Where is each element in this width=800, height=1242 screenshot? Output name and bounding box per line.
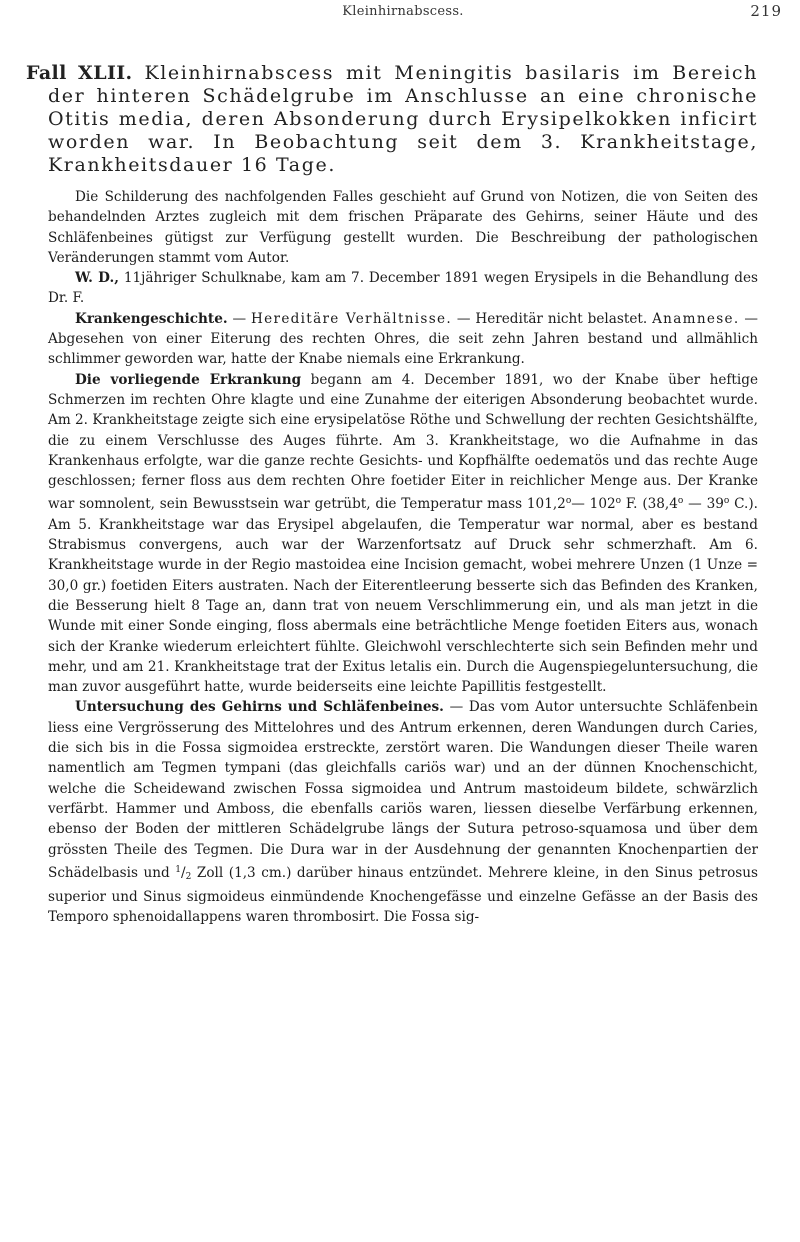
degree-sign: o bbox=[565, 496, 572, 507]
current-illness-paragraph bbox=[48, 370, 758, 698]
current-illness-text-1: begann am 4. December 1891, wo der Knabe über heftige Schmerzen im rechten Ohre klagte und eine Zunahme der eiterigen Absonderung beobachtet wurde. Am 2. Krankheitstage zeigte sich eine erysipelatöse Röthe und Schwellung der rechten Gesichtshälfte, die zu einem Verschlusse des Auges führte. Am 3. Krankheitstage, wo die Aufnahme in das Krankenhaus erfolgte, war die ganze rechte Gesichts- und Kopfhälfte oedematös und das rechte Auge geschlossen; ferner floss aus dem rechten Ohre foetider Eiter in reichlicher Menge aus. Der Kranke war somnolent, sein Bewusstsein war getrübt, die Temperatur mass 101,2 bbox=[48, 371, 758, 513]
history-separator: — bbox=[227, 310, 252, 327]
patient-paragraph bbox=[48, 268, 758, 309]
fraction-numerator: 1 bbox=[175, 864, 182, 875]
examination-heading: Untersuchung des Gehirns und Schläfenbeines. bbox=[75, 699, 444, 716]
body-text bbox=[48, 187, 758, 928]
book-page bbox=[26, 0, 782, 928]
intro-paragraph bbox=[48, 187, 758, 268]
history-heading: Krankengeschichte. bbox=[75, 310, 228, 327]
anamnese-text: — Abgesehen von einer Eiterung des rechten Ohres, die seit zehn Jahren bestand und allmählich schlimmer geworden war, hatte der Knabe niemals eine Erkrankung. bbox=[48, 310, 758, 368]
hereditary-text: — Hereditär nicht belastet. bbox=[451, 310, 653, 327]
running-header bbox=[48, 0, 782, 40]
examination-text-1: — Das vom Autor untersuchte Schläfenbein liess eine Vergrösserung des Mittelohres und des Antrum erkennen, deren Wandungen durch Caries, die sich bis in die Fossa sigmoidea erstreckte, zerstört waren. Die Wandungen dieser Theile waren namentlich am Tegmen tympani (das gleichfalls cariös war) und an der dünnen Knochenschicht, welche die Scheidewand zwischen Fossa sigmoidea und Antrum mastoideum bildete, schwärzlich verfärbt. Hammer und Amboss, die ebenfalls cariös waren, liessen dieselbe Verfärbung erkennen, ebenso der Boden der mittleren Schädelgrube längs der Sutura petroso-squamosa und über dem grössten Theile des Tegmen. Die Dura war in der Ausdehnung der genannten Knochenpartien der Schädelbasis und bbox=[48, 699, 759, 881]
running-title: Kleinhirnabscess. bbox=[342, 4, 464, 19]
current-illness-text-2: — 102 bbox=[571, 496, 616, 513]
fraction-denominator: 2 bbox=[185, 871, 192, 882]
patient-initials: W. D., bbox=[75, 270, 119, 287]
degree-sign: o bbox=[723, 496, 730, 507]
intro-text: Die Schilderung des nachfolgenden Falles geschieht auf Grund von Notizen, die von Seiten des behandelnden Arztes zugleich mit dem frischen Präparate des Gehirns, seiner Häute und des Schläfenbeines gütigst zur Verfügung gestellt wurden. Die Beschreibung der pathologischen Veränderungen stammt vom Autor. bbox=[48, 189, 758, 266]
page-number: 219 bbox=[750, 2, 782, 20]
hereditary-label: Hereditäre Verhältnisse. bbox=[251, 310, 452, 327]
current-illness-heading: Die vorliegende Erkrankung bbox=[75, 371, 302, 388]
case-label: Fall XLII. bbox=[26, 62, 133, 84]
current-illness-text-5: C.). Am 5. Krankheitstage war das Erysipel abgelaufen, die Temperatur war normal, aber es bestand Strabismus convergens, auch war der Warzenfortsatz auf Druck sehr schmerzhaft. Am 6. Krankheitstage wurde in der Regio mastoidea eine Incision gemacht, wobei mehrere Unzen (1 Unze = 30,0 gr.) foetiden Eiters austraten. Nach der Eiterentleerung besserte sich das Befinden des Kranken, die Besserung hielt 8 Tage an, dann trat von neuem Verschlimmerung ein, und als man jetzt in die Wunde mit einer Sonde einging, floss abermals eine beträchtliche Menge foetiden Eiters aus, wonach sich der Kranke wiederum erleichtert fühlte. Gleichwohl verschlechterte sich sein Befinden mehr und mehr, und am 21. Krankheitstage trat der Exitus letalis ein. Durch die Augenspiegeluntersuchung, die man zuvor ausgeführt hatte, wurde beiderseits eine leichte Papillitis festgestellt. bbox=[48, 496, 758, 696]
anamnese-label: Anamnese. bbox=[652, 310, 740, 327]
current-illness-text-3: F. (38,4 bbox=[621, 496, 678, 513]
patient-text: 11jähriger Schulknabe, kam am 7. December 1891 wegen Erysipels in die Behandlung des Dr. F. bbox=[48, 270, 758, 307]
case-heading bbox=[26, 62, 758, 177]
examination-paragraph: Untersuchung des Gehirns und Schläfenbeines. — Das vom Autor untersuchte Schläfenbein liess eine Vergrösserung des Mittelohres und des Antrum erkennen, deren Wandungen durch Caries, die sich bis in die Fossa sigmoidea erstreckte, zerstört waren. Die Wandungen dieser Theile waren namentlich am Tegmen tympani (das gleichfalls cariös war) und an der dünnen Knochenschicht, welche die Scheidewand zwischen Fossa sigmoidea und Antrum mastoideum bildete, schwärzlich verfärbt. Hammer und Amboss, die ebenfalls cariös waren, liessen dieselbe Verfärbung erkennen, ebenso der Boden der mittleren Schädelgrube längs der Sutura petroso-squamosa und über dem grössten Theile des Tegmen. Die Dura war in der Ausdehnung der genannten Knochenpartien der Schädelbasis und $^1/_2$ Zoll (1,3 cm.) darüber hinaus entzündet. Mehrere kleine, in den Sinus petrosus superior und Sinus sigmoideus einmündende Knochengefässe und einzelne Gefässe an der Basis des Temporo sphenoidallappens waren thrombosirt. Die Fossa sig- bbox=[48, 699, 759, 926]
examination-text-2: Zoll (1,3 cm.) darüber hinaus entzündet. Mehrere kleine, in den Sinus petrosus superior und Sinus sigmoideus einmündende Knochengefässe und einzelne Gefässe an der Basis des Temporo sphenoidallappens waren thrombosirt. Die Fossa sig- bbox=[48, 864, 758, 926]
degree-sign: o bbox=[615, 496, 622, 507]
case-title: Kleinhirnabscess mit Meningitis basilaris im Bereich der hinteren Schädelgrube im Anschlusse an eine chronische Otitis media, deren Absonderung durch Erysipelkokken inficirt worden war. In Beobachtung seit dem 3. Krankheitstage, Krankheitsdauer 16 Tage. bbox=[48, 62, 758, 176]
history-paragraph bbox=[48, 309, 758, 370]
current-illness-text-4: — 39 bbox=[683, 496, 724, 513]
degree-sign: o bbox=[677, 496, 684, 507]
